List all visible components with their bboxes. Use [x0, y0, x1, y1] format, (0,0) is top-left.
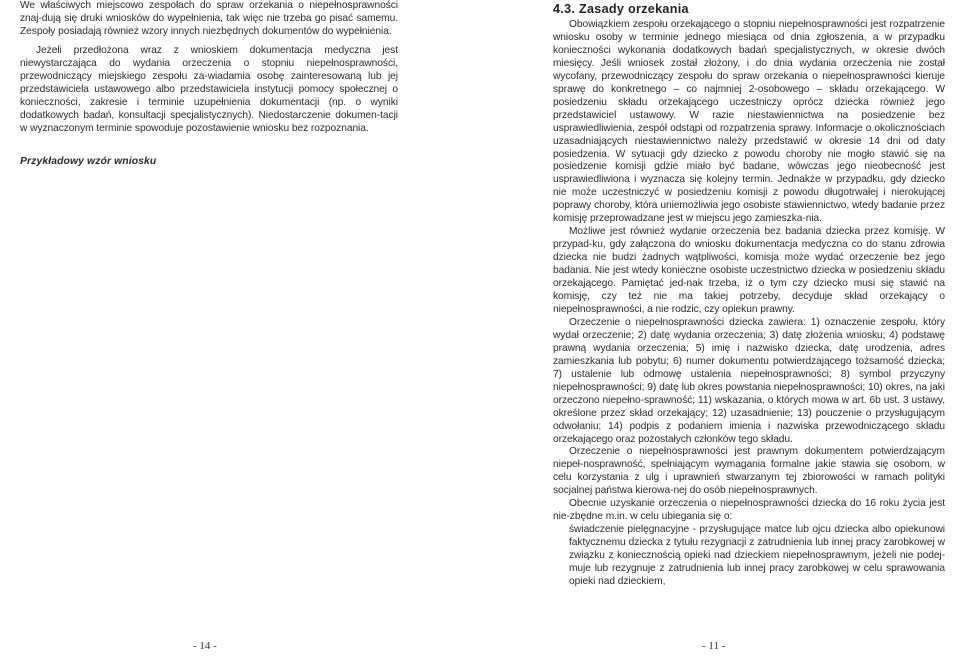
- purposes-paragraph: Obecnie uzyskanie orzeczenia o niepełnosprawności dziecka do 16 roku życia jest nie-zbędne m.in. w celu ubiegania się o:: [553, 498, 945, 523]
- without-examination-paragraph: Możliwe jest również wydanie orzeczenia bez badania dziecka przez komisję. W przypad-ku, gdy załączona do wniosku dokumentacja medyczna co do stanu zdrowia dziecka nie budzi żadnych wątpliwości, komisja może wydać orzeczenie bez jego badania. Nie jest wtedy konieczne osobiste uczestnictwo dziecka w posiedzeniu składu orzekającego. Pamiętać jed-nak trzeba, iż o tym czy dziecko musi się stawić na komisję, czy też nie ma takiej potrzeby, decyduje skład orzekający o niepełnosprawności, a nie rodzic, czy opiekun prawny.: [553, 226, 945, 315]
- rules-paragraph: Obowiązkiem zespołu orzekającego o stopniu niepełnosprawności jest rozpatrzenie wniosku osoby w terminie jednego miesiąca od dnia zgłoszenia, a w przypadku konieczności wykonania dodatkowych badań specjalistycznych, w okresie dwóch miesięcy. Jeśli wniosek został złożony, i do dnia wydania orzeczenia nie został wycofany, przewodniczący zespołu do spraw orzekania o niepełnosprawności kieruje sprawę do konkretnego – co najmniej 2-osobowego – składu orzekającego. W posiedzeniu składu orzekającego uczestniczy oprócz dziecka również jego przedstawiciel ustawowy. W razie niestawiennictwa na posiedzenie bez usprawiedliwienia, zespół odstąpi od rozpatrzenia sprawy. Informacje o okolicznościach uzasadniających niestawiennictwo należy przedstawić w okresie 14 dni od daty posiedzenia. W sytuacji gdy dziecko z powodu choroby nie mogło stawić się na posiedzenie komisji gdzie miało być badane, wówczas jego nieobecność jest usprawiedliwiona i wyznacza się kolejny termin. Jednakże w przypadku, gdy dziecko nie może uczestniczyć w posiedzeniu komisji z powodu długotrwałej i nierokującej poprawy choroby, która uniemożliwia jego osobiste stawiennictwo, wtedy badanie przez komisję przeprowadzane jest w miejscu jego zamieszka-nia.: [553, 19, 945, 225]
- left-page-text-column: [20, 0, 398, 168]
- legal-document-paragraph: Orzeczenie o niepełnosprawności jest prawnym dokumentem potwierdzającym niepeł-nosprawność, spełniającym wymagania formalne jakie stawia się osobom, w celu korzystania z ulg i uprawnień stwarzanym tej zbiorowości w ramach polityki socjalnej państwa kierowa-nej do osób niepełnosprawnych.: [553, 446, 945, 497]
- certificate-contents-paragraph: Orzeczenie o niepełnosprawności dziecka zawiera: 1) oznaczenie zespołu, który wydał orzeczenie; 2) datę wydania orzeczenia; 3) datę złożenia wniosku; 4) podstawę prawną wydania orzeczenia; 5) imię i nazwisko dziecka, datę urodzenia, adres zamieszkania lub pobytu; 6) numer dokumentu potwierdzającego tożsamość dziecka; 7) ustalenie lub odmowę ustalenia niepełnosprawności; 8) symbol przyczyny niepełnosprawności; 9) datę lub okres powstania niepełnosprawności; 10) okres, na jaki orzeczono niepełno-sprawność; 11) wskazania, o których mowa w art. 6b ust. 3 ustawy, określone przez skład orzekający; 12) uzasadnienie; 13) pouczenie o przysługującym odwołaniu; 14) podpis z podaniem imienia i nazwiska przewodniczącego składu orzekającego oraz pozostałych członków tego składu.: [553, 316, 945, 445]
- right-page-text-column: [553, 2, 945, 589]
- right-page-number: - 11 -: [702, 640, 726, 652]
- section-heading: 4.3. Zasady orzekania: [553, 2, 689, 16]
- right-page: [480, 0, 960, 656]
- intro-paragraph: We właściwych miejscowo zespołach do spraw orzekania o niepełnosprawności znaj-dują się druki wniosków do wypełnienia, tak więc nie trzeba go pisać samemu. Zespoły posiadają również wzory innych niezbędnych dokumentów do wypełnienia.: [20, 0, 398, 37]
- left-page-number: - 14 -: [193, 640, 217, 652]
- list-item: świadczenie pielęgnacyjne - przysługujące matce lub ojcu dziecka albo opiekunowi faktycznemu dziecka z tytułu rezygnacji z zatrudnienia lub innej pracy zarobkowej w związku z koniecznością opieki nad dzieckiem niepełnosprawnym, jeżeli nie podej-muje lub rezygnuje z zatrudnienia lub innej pracy zarobkowej w celu sprawowania opieki nad dzieckiem,: [569, 524, 945, 587]
- sample-form-heading: Przykładowy wzór wniosku: [20, 155, 157, 167]
- purposes-list: [553, 524, 945, 589]
- documentation-paragraph: Jeżeli przedłożona wraz z wnioskiem dokumentacja medyczna jest niewystarczająca do wydania orzeczenia o stopniu niepełnosprawności, przewodniczący miejskiego zespołu za-wiadamia osobę zainteresowaną lub jej przedstawiciela ustawowego albo przedstawiciela instytucji pomocy społecznej o konieczności, zakresie i terminie uzupełnienia dokumentacji (np. o wyniki dodatkowych badań, konsultacji specjalistycznych). Niedostarczenie dokumen-tacji w wyznaczonym terminie spowoduje pozostawienie wniosku bez rozpoznania.: [20, 44, 398, 134]
